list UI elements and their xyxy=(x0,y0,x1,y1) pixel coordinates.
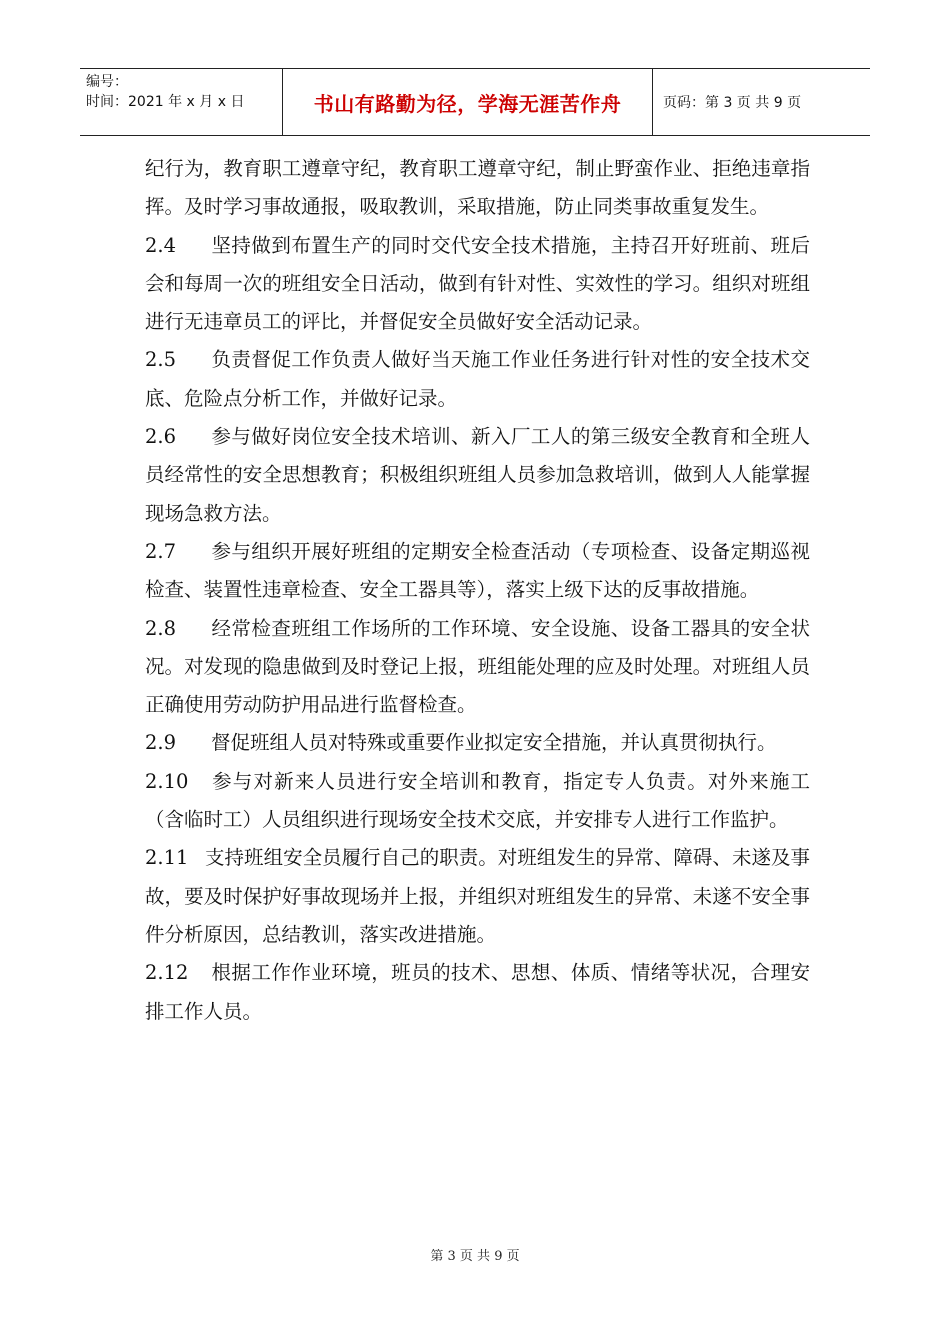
clause-text: 经常检查班组工作场所的工作环境、安全设施、设备工器具的安全状况。对发现的隐患做到及时登记上报，班组能处理的应及时处理。对班组人员正确使用劳动防护用品进行监督检查。 xyxy=(145,616,810,717)
document-header xyxy=(80,68,870,136)
clause-number: 2.10 xyxy=(145,769,189,793)
intro-paragraph: 纪行为，教育职工遵章守纪，教育职工遵章守纪，制止野蛮作业、拒绝违章指挥。及时学习事故通报，吸取教训，采取措施，防止同类事故重复发生。 xyxy=(145,157,810,219)
clause-text: 支持班组安全员履行自己的职责。对班组发生的异常、障碍、未遂及事故，要及时保护好事故现场并上报，并组织对班组发生的异常、未遂不安全事件分析原因，总结教训，落实改进措施。 xyxy=(145,846,810,946)
clause-2-9 xyxy=(145,724,810,762)
document-body xyxy=(145,150,810,1031)
clause-2-10 xyxy=(145,763,810,840)
header-motto: 书山有路勤为径，学海无涯苦作舟 xyxy=(283,69,653,135)
clause-number: 2.12 xyxy=(145,961,189,985)
header-meta-cell xyxy=(80,69,283,135)
clause-text: 参与对新来人员进行安全培训和教育，指定专人负责。对外来施工（含临时工）人员组织进行现场安全技术交底，并安排专人进行工作监护。 xyxy=(145,769,810,832)
clause-number: 2.4 xyxy=(145,233,177,257)
clause-2-6 xyxy=(145,418,810,533)
clause-number: 2.8 xyxy=(145,616,177,640)
page-footer: 第 3 页 共 9 页 xyxy=(430,1249,520,1264)
clause-2-11 xyxy=(145,839,810,954)
document-date-label: 时间：2021 年 x 月 x 日 xyxy=(86,94,245,110)
clause-2-12 xyxy=(145,954,810,1031)
document-number-label: 编号： xyxy=(86,74,128,90)
clause-2-7 xyxy=(145,533,810,610)
clause-2-5 xyxy=(145,341,810,418)
clause-number: 2.5 xyxy=(145,348,177,372)
clause-text: 督促班组人员对特殊或重要作业拟定安全措施，并认真贯彻执行。 xyxy=(211,731,777,755)
clause-number: 2.6 xyxy=(145,425,177,449)
clause-number: 2.7 xyxy=(145,539,177,563)
clause-text: 根据工作作业环境，班员的技术、思想、体质、情绪等状况，合理安排工作人员。 xyxy=(145,961,810,1023)
header-page-label: 页码：第 3 页 共 9 页 xyxy=(663,95,802,111)
clause-text: 参与做好岗位安全技术培训、新入厂工人的第三级安全教育和全班人员经常性的安全思想教育；积极组织班组人员参加急救培训，做到人人能掌握现场急救方法。 xyxy=(145,425,810,525)
clause-text: 负责督促工作负责人做好当天施工作业任务进行针对性的安全技术交底、危险点分析工作，并做好记录。 xyxy=(145,348,810,410)
clause-text: 参与组织开展好班组的定期安全检查活动（专项检查、设备定期巡视检查、装置性违章检查、安全工器具等），落实上级下达的反事故措施。 xyxy=(145,539,810,602)
clause-2-8 xyxy=(145,610,810,725)
clause-number: 2.9 xyxy=(145,731,177,755)
clause-2-4 xyxy=(145,227,810,342)
clause-text: 坚持做到布置生产的同时交代安全技术措施，主持召开好班前、班后会和每周一次的班组安全日活动，做到有针对性、实效性的学习。组织对班组进行无违章员工的评比，并督促安全员做好安全活动记录。 xyxy=(145,233,810,334)
clause-number: 2.11 xyxy=(145,846,189,870)
